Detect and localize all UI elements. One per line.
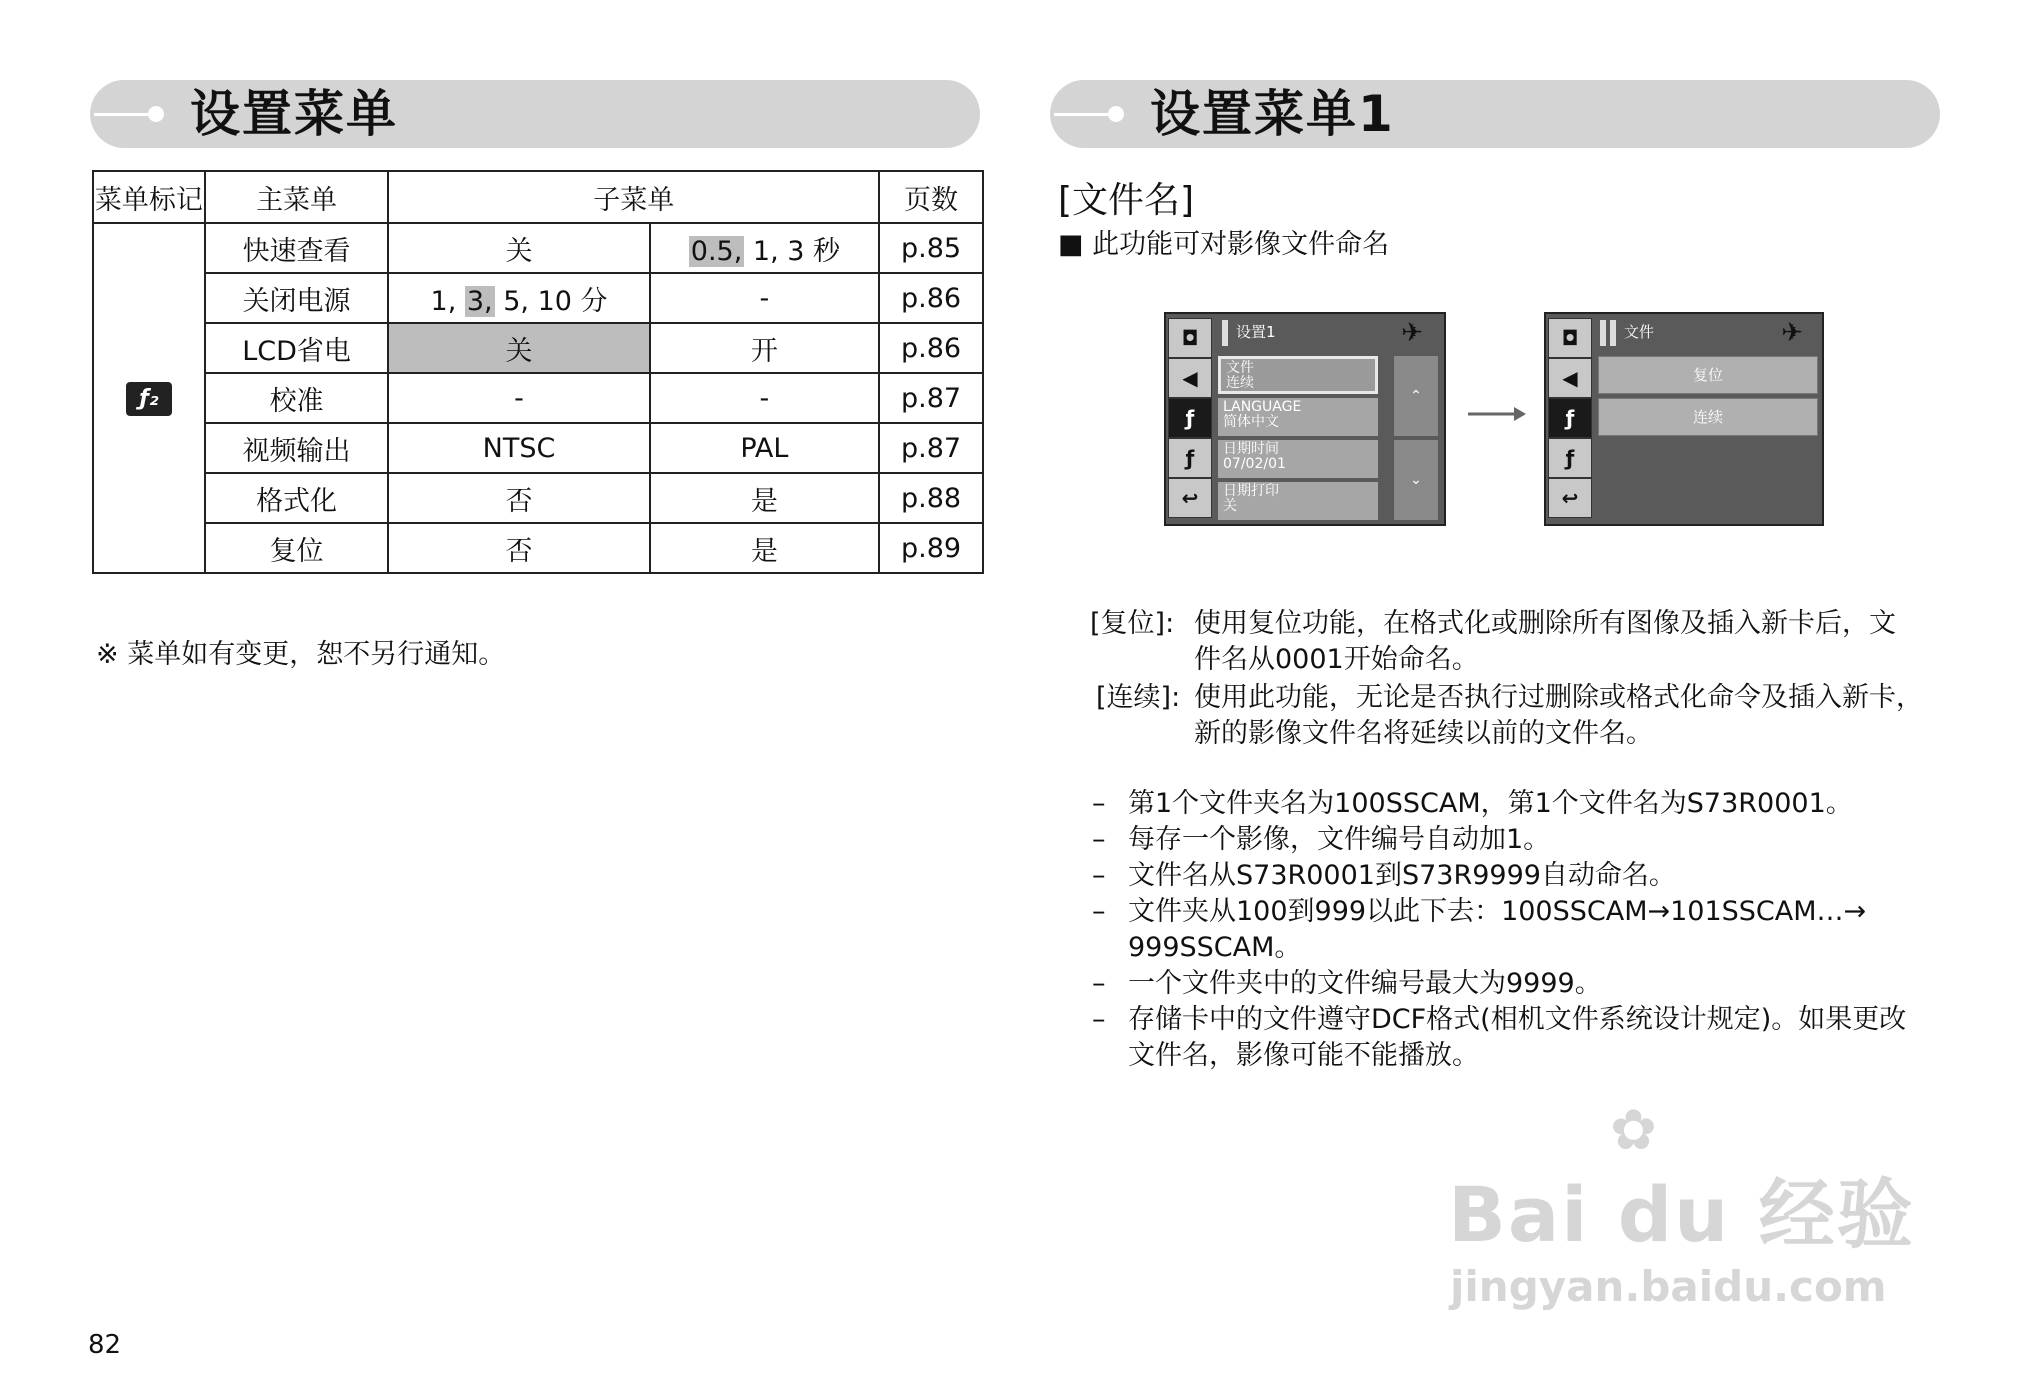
sound-tab-icon[interactable]: ◀ [1168,358,1212,398]
table-row [93,373,983,423]
desc-continue [1096,680,1956,752]
dash-mark: – [1092,788,1106,819]
change-notice: ※ 菜单如有变更，恕不另行通知。 [96,639,506,670]
list-item [1092,894,1952,966]
screen-header: 文件 [1624,323,1655,341]
scroll-up-button[interactable]: ⌃ [1394,356,1438,436]
menu-item-value: 简体中文 [1223,414,1279,430]
page-cell: p.86 [879,273,983,323]
list-item-text: 文件夹从100到999以此下去：100SSCAM→101SSCAM…→ [1128,896,1867,927]
submenu-2-cell [650,223,879,273]
camera-screen-settings [1164,312,1446,526]
main-menu-cell: 复位 [205,523,389,573]
submenu-2-cell: 开 [650,323,879,373]
list-item-text: 每存一个影像，文件编号自动加1。 [1128,824,1551,855]
settings-1-tab-icon[interactable]: ƒ [1548,398,1592,438]
settings-2-icon: ƒ₂ [126,382,172,416]
left-page-title: 设置菜单 [190,85,398,143]
submenu-1-cell: 否 [388,473,649,523]
table-row [93,523,983,573]
page-cell: p.85 [879,223,983,273]
menu-item-language[interactable] [1218,398,1378,436]
desc-label: [连续]: [1096,682,1181,713]
page-cell: p.87 [879,423,983,473]
main-menu-cell: 快速查看 [205,223,389,273]
submenu-2-cell: PAL [650,423,879,473]
submenu-1-cell: 否 [388,523,649,573]
submenu-2-cell: 是 [650,473,879,523]
section-subtitle: [文件名] [1058,180,1195,221]
desc-text: 使用复位功能，在格式化或删除所有图像及插入新卡后，文 [1194,608,1896,639]
desc-text: 件名从0001开始命名。 [1194,644,1479,675]
list-item-text: 999SSCAM。 [1128,932,1302,963]
submenu-1-cell: 关 [388,223,649,273]
menu-item-dateprint[interactable] [1218,482,1378,520]
list-item [1092,786,1952,822]
other-values: 1, 3 秒 [752,235,841,267]
page-cell: p.86 [879,323,983,373]
header-mark [1222,320,1228,346]
left-header-line [94,113,154,116]
menu-item-label: 日期打印 [1223,483,1279,499]
value-suffix: 5, 10 分 [503,285,608,317]
list-item-text: 文件名从S73R0001到S73R9999自动命名。 [1128,860,1676,891]
left-header-dot [148,106,164,122]
sound-tab-icon[interactable]: ◀ [1548,358,1592,398]
header-mark [1600,320,1606,346]
page-cell: p.89 [879,523,983,573]
main-menu-cell: LCD省电 [205,323,389,373]
screen-header: 设置1 [1236,323,1276,341]
camera-tab-icon[interactable]: ◘ [1168,318,1212,358]
header-menu-mark: 菜单标记 [93,171,205,223]
main-menu-cell: 关闭电源 [205,273,389,323]
submenu-2-cell: 是 [650,523,879,573]
selected-value: 0.5, [690,235,743,267]
back-tab-icon[interactable]: ↩ [1548,478,1592,518]
brand-logo-icon: ✈ [1781,318,1803,348]
scroll-down-button[interactable]: ⌄ [1394,440,1438,520]
page-cell: p.87 [879,373,983,423]
submenu-2-cell: - [650,373,879,423]
list-item [1092,858,1952,894]
baidu-watermark-url: jingyan.baidu.com [1450,1262,1887,1311]
baidu-watermark-logo: Bai du 经验 [1448,1170,1915,1259]
settings-2-tab-icon[interactable]: ƒ [1548,438,1592,478]
main-menu-cell: 格式化 [205,473,389,523]
settings-2-tab-icon[interactable]: ƒ [1168,438,1212,478]
list-item-text: 第1个文件夹名为100SSCAM，第1个文件名为S73R0001。 [1128,788,1853,819]
right-page-title: 设置菜单1 [1150,85,1395,143]
menu-item-value: 连续 [1226,375,1254,391]
list-item [1092,1002,1952,1074]
desc-text: 使用此功能，无论是否执行过删除或格式化命令及插入新卡， [1194,682,1923,713]
back-tab-icon[interactable]: ↩ [1168,478,1212,518]
feature-bullet: ■ 此功能可对影像文件命名 [1058,229,1390,260]
list-item-text: 存储卡中的文件遵守DCF格式(相机文件系统设计规定)。如果更改 [1128,1004,1907,1035]
submenu-2-cell: - [650,273,879,323]
menu-item-label: 日期时间 [1223,441,1279,457]
menu-item-file[interactable] [1218,356,1378,394]
dash-mark: – [1092,968,1106,999]
value-prefix: 1, [430,285,457,317]
header-main-menu: 主菜单 [205,171,389,223]
camera-tab-icon[interactable]: ◘ [1548,318,1592,358]
table-row [93,223,983,273]
submenu-1-cell: - [388,373,649,423]
menu-item-value: 关 [1223,498,1237,514]
header-submenu: 子菜单 [388,171,879,223]
header-mark [1610,320,1616,346]
list-item-text: 文件名，影像可能不能播放。 [1128,1040,1479,1071]
submenu-1-cell [388,273,649,323]
menu-item-label: 文件 [1226,360,1254,376]
table-row [93,273,983,323]
settings-1-tab-icon[interactable]: ƒ [1168,398,1212,438]
baidu-watermark-paw-icon: ✿ [1610,1098,1657,1163]
option-reset[interactable]: 复位 [1598,356,1818,394]
right-header-dot [1108,106,1124,122]
desc-label: [复位]: [1090,608,1175,639]
selected-value: 3, [466,285,493,317]
table-row [93,473,983,523]
dash-mark: – [1092,896,1106,927]
dash-mark: – [1092,824,1106,855]
table-row [93,323,983,373]
menu-mark-cell [93,223,205,573]
brand-logo-icon: ✈ [1401,318,1423,348]
menu-item-value: 07/02/01 [1223,456,1286,472]
submenu-1-cell: 关 [388,323,649,373]
dash-mark: – [1092,860,1106,891]
page-number: 82 [88,1330,122,1360]
desc-reset [1090,606,1950,678]
desc-text: 新的影像文件名将延续以前的文件名。 [1194,718,1653,749]
settings-table [92,170,984,574]
page-cell: p.88 [879,473,983,523]
right-header-line [1054,113,1114,116]
list-item-text: 一个文件夹中的文件编号最大为9999。 [1128,968,1602,999]
main-menu-cell: 校准 [205,373,389,423]
option-continue[interactable]: 连续 [1598,398,1818,436]
header-page: 页数 [879,171,983,223]
camera-screen-file [1544,312,1824,526]
menu-item-label: LANGUAGE [1223,399,1302,415]
arrow-right-icon [1466,404,1528,424]
list-item [1092,822,1952,858]
menu-item-datetime[interactable] [1218,440,1378,478]
main-menu-cell: 视频输出 [205,423,389,473]
list-item [1092,966,1952,1002]
dash-mark: – [1092,1004,1106,1035]
table-row [93,423,983,473]
table-header-row [93,171,983,223]
submenu-1-cell: NTSC [388,423,649,473]
